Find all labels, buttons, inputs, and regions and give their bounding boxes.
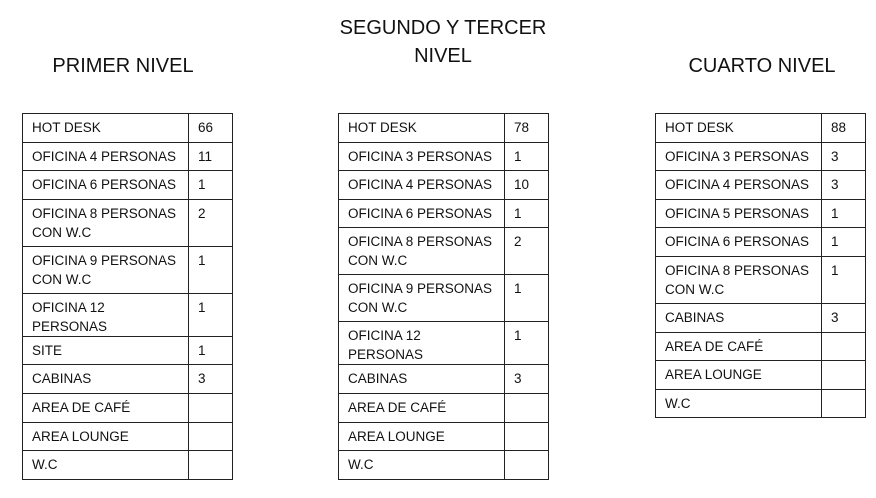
space-name-cell: OFICINA 3 PERSONAS [656,142,822,171]
table-row [656,303,866,332]
quantity-cell [505,451,549,480]
table-row [339,275,549,322]
space-name-cell: OFICINA 6 PERSONAS [23,171,189,200]
space-name-cell: AREA LOUNGE [656,361,822,390]
quantity-cell [189,393,233,422]
space-name-cell: AREA LOUNGE [23,422,189,451]
table-row [656,332,866,361]
quantity-cell: 2 [189,199,233,246]
space-name-cell: OFICINA 8 PERSONAS CON W.C [339,228,505,275]
quantity-cell: 1 [505,142,549,171]
level-title-cuarto-nivel: CUARTO NIVEL [688,55,836,77]
table-row [23,336,233,365]
quantity-cell: 1 [189,336,233,365]
space-name-cell: HOT DESK [656,114,822,143]
quantity-cell [505,393,549,422]
space-name-cell: W.C [339,451,505,480]
space-name-cell: OFICINA 12 PERSONAS [339,322,505,365]
quantity-cell [822,389,866,418]
table-row [656,389,866,418]
table-row [23,393,233,422]
table-row [23,365,233,394]
quantity-cell: 1 [822,199,866,228]
quantity-cell: 2 [505,228,549,275]
space-name-cell: W.C [656,389,822,418]
quantity-cell: 1 [189,171,233,200]
space-name-cell: OFICINA 8 PERSONAS CON W.C [23,199,189,246]
space-name-cell: OFICINA 9 PERSONAS CON W.C [23,246,189,293]
level-title-primer-nivel: PRIMER NIVEL [52,55,194,77]
quantity-cell: 1 [189,246,233,293]
table-row [656,171,866,200]
space-name-cell: AREA DE CAFÉ [23,393,189,422]
quantity-cell: 1 [822,256,866,303]
quantity-cell: 10 [505,171,549,200]
table-row [339,142,549,171]
space-name-cell: W.C [23,451,189,480]
quantity-cell: 1 [505,275,549,322]
table-row [23,114,233,143]
level-title-segundo-tercer-nivel: SEGUNDO Y TERCER NIVEL [339,17,547,67]
table-row [23,171,233,200]
table-row [23,293,233,336]
quantity-cell: 1 [505,322,549,365]
space-name-cell: OFICINA 5 PERSONAS [656,199,822,228]
space-name-cell: SITE [23,336,189,365]
table-row [656,114,866,143]
quantity-cell [189,422,233,451]
space-name-cell: OFICINA 3 PERSONAS [339,142,505,171]
space-name-cell: OFICINA 9 PERSONAS CON W.C [339,275,505,322]
space-name-cell: HOT DESK [339,114,505,143]
table-row [23,451,233,480]
quantity-cell: 1 [822,228,866,257]
quantity-cell [189,451,233,480]
quantity-cell [822,332,866,361]
space-name-cell: OFICINA 8 PERSONAS CON W.C [656,256,822,303]
table-row [656,142,866,171]
table-row [656,199,866,228]
space-name-cell: CABINAS [339,365,505,394]
quantity-cell: 1 [505,199,549,228]
space-name-cell: CABINAS [656,303,822,332]
table-row [339,322,549,365]
space-name-cell: OFICINA 6 PERSONAS [656,228,822,257]
space-name-cell: AREA DE CAFÉ [339,393,505,422]
space-name-cell: OFICINA 12 PERSONAS [23,293,189,336]
space-name-cell: CABINAS [23,365,189,394]
table-row [339,393,549,422]
table-row [339,114,549,143]
space-name-cell: AREA LOUNGE [339,422,505,451]
space-name-cell: OFICINA 6 PERSONAS [339,199,505,228]
table-segundo-tercer-nivel [338,113,549,480]
quantity-cell: 1 [189,293,233,336]
quantity-cell: 78 [505,114,549,143]
space-name-cell: OFICINA 4 PERSONAS [339,171,505,200]
quantity-cell: 3 [822,171,866,200]
table-row [339,171,549,200]
table-row [23,199,233,246]
space-name-cell: AREA DE CAFÉ [656,332,822,361]
table-row [339,199,549,228]
space-name-cell: HOT DESK [23,114,189,143]
quantity-cell: 3 [505,365,549,394]
quantity-cell: 3 [822,303,866,332]
table-row [656,228,866,257]
quantity-cell: 3 [189,365,233,394]
space-name-cell: OFICINA 4 PERSONAS [656,171,822,200]
table-row [339,365,549,394]
table-row [656,361,866,390]
quantity-cell: 11 [189,142,233,171]
table-row [656,256,866,303]
space-name-cell: OFICINA 4 PERSONAS [23,142,189,171]
table-cuarto-nivel [655,113,866,418]
table-row [23,142,233,171]
quantity-cell: 88 [822,114,866,143]
quantity-cell: 66 [189,114,233,143]
table-row [339,422,549,451]
table-row [339,228,549,275]
table-row [23,246,233,293]
quantity-cell [505,422,549,451]
table-row [339,451,549,480]
table-row [23,422,233,451]
table-primer-nivel [22,113,233,480]
quantity-cell [822,361,866,390]
quantity-cell: 3 [822,142,866,171]
